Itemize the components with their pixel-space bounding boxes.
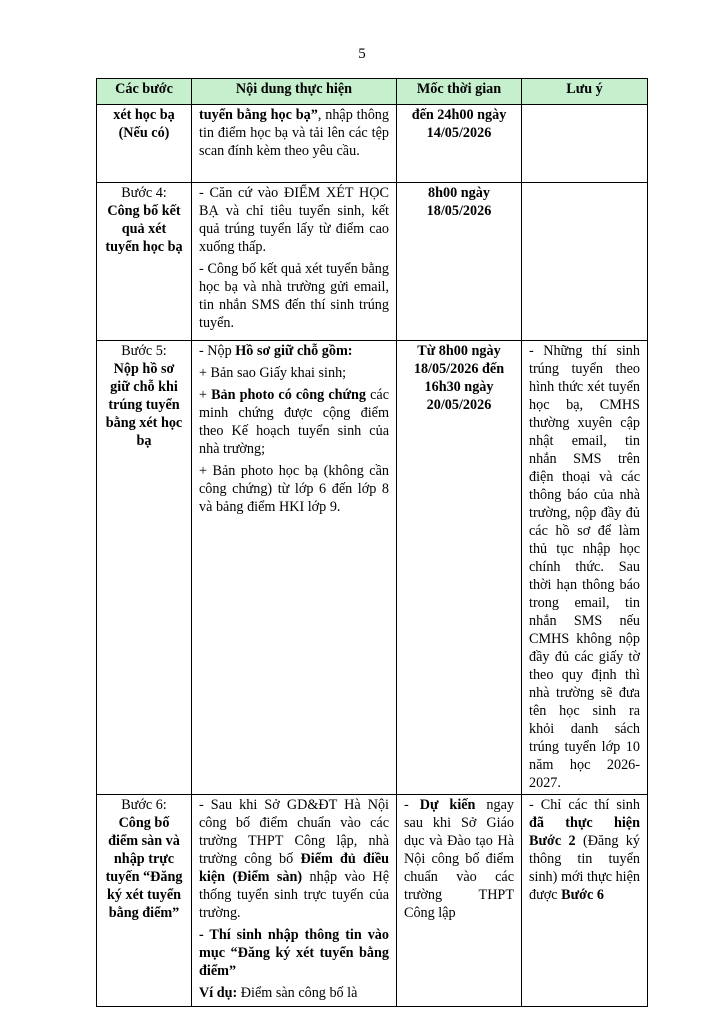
- page-number: 5: [358, 46, 366, 62]
- step-number: Bước 4:: [121, 185, 167, 201]
- step-title: Nộp hồ sơ giữ chỗ khi trúng tuyển bằng xét học bạ: [105, 361, 183, 449]
- note-cell: [522, 795, 648, 1007]
- note-cell: [522, 183, 648, 341]
- time-cell: Từ 8h00 ngày 18/05/2026 đến 16h30 ngày 20/05/2026: [397, 341, 522, 795]
- content-cell: [192, 795, 397, 1007]
- text-run: - Nộp: [199, 343, 236, 359]
- text-run: - Sau khi Sở GD&ĐT Hà Nội công bố điểm chuẩn vào các trường THPT Công lập, nhà trường công bố: [199, 797, 389, 867]
- step-cell: [97, 795, 192, 1007]
- text-bold: Điểm đủ điều kiện (Điểm sàn): [199, 851, 390, 885]
- header-time: Mốc thời gian: [397, 79, 522, 105]
- text-bold: Bản photo có công chứng: [211, 387, 367, 403]
- step-number: Bước 5:: [121, 343, 167, 359]
- text-bold: Ví dụ:: [199, 985, 238, 1001]
- content-paragraph: [199, 926, 389, 980]
- content-paragraph: + Bản photo học bạ (không cần công chứng) từ lớp 6 đến lớp 8 và bảng điểm HKI lớp 9.: [199, 463, 389, 515]
- text-bold: đã thực hiện Bước 2: [529, 815, 640, 849]
- header-note: Lưu ý: [522, 79, 648, 105]
- content-bold: tuyển bằng học bạ”: [199, 107, 318, 123]
- text-run: ngay sau khi Sở Giáo dục và Đào tạo Hà Nội công bố điểm chuẩn vào các trường THPT Công lập: [404, 797, 514, 921]
- text-run: Điểm sàn công bố là: [237, 985, 358, 1001]
- step-cell: [97, 183, 192, 341]
- header-content: Nội dung thực hiện: [192, 79, 397, 105]
- text-run: nhập vào Hệ thống tuyển sinh trực tuyến của trường.: [199, 869, 389, 921]
- time-cell: [397, 795, 522, 1007]
- step-title: xét học bạ (Nếu có): [113, 107, 175, 141]
- text-run: các minh chứng được cộng điểm theo Kế hoạch tuyển sinh của nhà trường;: [199, 387, 389, 457]
- table-row: [97, 183, 648, 341]
- text-bold: Hồ sơ giữ chỗ gồm:: [235, 343, 353, 359]
- header-steps: Các bước: [97, 79, 192, 105]
- step-cell: [97, 105, 192, 183]
- note-cell: [522, 105, 648, 183]
- text-run: +: [199, 387, 212, 403]
- content-cell: [192, 105, 397, 183]
- text-bold: Dự kiến: [419, 797, 476, 813]
- text-run: (Đăng ký thông tin tuyển sinh) mới thực hiện được: [529, 833, 640, 903]
- schedule-table: [96, 78, 648, 1007]
- step-number: Bước 6:: [121, 797, 167, 813]
- time-cell: 8h00 ngày 18/05/2026: [397, 183, 522, 341]
- table-row: [97, 795, 648, 1007]
- text-run: -: [404, 797, 420, 813]
- step-title: Công bố điểm sàn và nhập trực tuyến “Đăng ký xét tuyển bằng điểm”: [105, 815, 183, 921]
- table-row: [97, 341, 648, 795]
- text-run: - Chỉ các thí sinh: [529, 797, 640, 813]
- step-cell: [97, 341, 192, 795]
- content-text: , nhập thông tin điểm học bạ và tải lên các tệp scan đính kèm theo yêu cầu.: [199, 107, 389, 159]
- content-cell: [192, 341, 397, 795]
- note-cell: - Những thí sinh trúng tuyển theo hình thức xét tuyển học bạ, CMHS thường xuyên cập nhật email, tin nhắn SMS trên điện thoại và các thông báo của nhà trường, nộp đầy đủ các hồ sơ để làm thủ tục nhập học chính thức. Sau thời hạn thông báo trong email, tin nhắn SMS nếu CMHS không nộp đầy đủ các giấy tờ theo quy định thì nhà trường sẽ đưa tên học sinh ra khỏi danh sách trúng tuyển lớp 10 năm học 2026-2027.: [522, 341, 648, 795]
- content-paragraph: [199, 984, 389, 1002]
- content-paragraph: - Công bố kết quả xét tuyển bằng học bạ và nhà trường gửi email, tin nhắn SMS đến thí sinh trúng tuyển.: [199, 261, 389, 331]
- time-cell: đến 24h00 ngày 14/05/2026: [397, 105, 522, 183]
- table-row: [97, 105, 648, 183]
- content-paragraph: + Bản sao Giấy khai sinh;: [199, 365, 347, 381]
- text-bold: Bước 6: [561, 887, 604, 903]
- text-bold: - Thí sinh nhập thông tin vào mục “Đăng ký xét tuyển bằng điểm”: [199, 927, 389, 979]
- table-header-row: [97, 79, 648, 105]
- content-paragraph: [199, 796, 389, 922]
- content-paragraph: - Căn cứ vào ĐIỂM XÉT HỌC BẠ và chỉ tiêu tuyển sinh, kết quả trúng tuyển lấy từ điểm cao xuống thấp.: [199, 185, 389, 255]
- step-title: Công bố kết quả xét tuyển học bạ: [105, 203, 183, 255]
- content-paragraph: [199, 342, 389, 360]
- content-paragraph: [199, 386, 389, 458]
- content-cell: [192, 183, 397, 341]
